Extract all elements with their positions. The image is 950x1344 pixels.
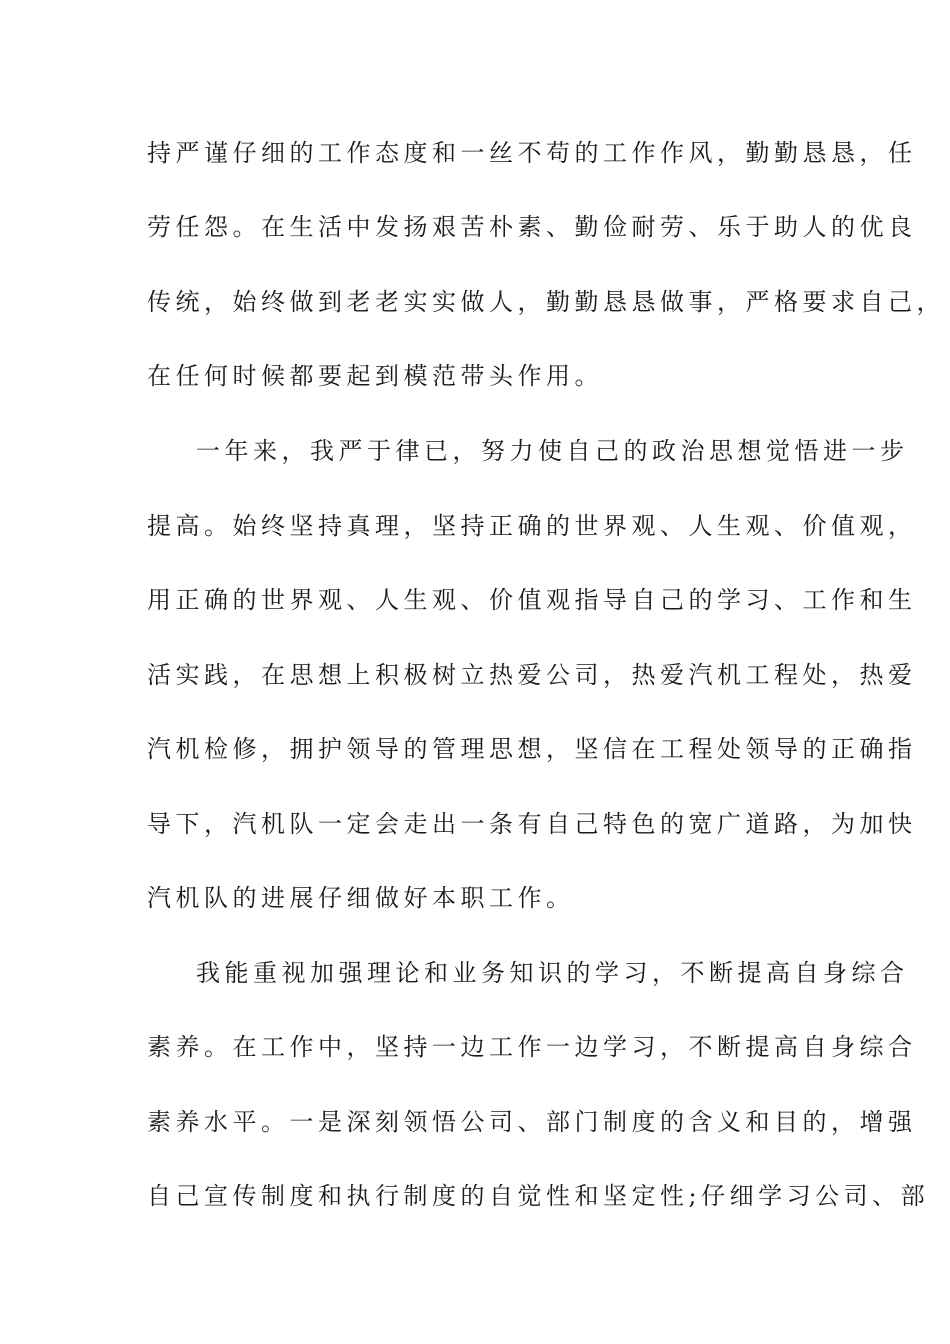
text-line: 素养水平。一是深刻领悟公司、部门制度的含义和目的，增强	[147, 1108, 917, 1136]
text-line: 持严谨仔细的工作态度和一丝不苟的工作作风，勤勤恳恳，任	[147, 139, 917, 167]
text-line: 自己宣传制度和执行制度的自觉性和坚定性;仔细学习公司、部	[147, 1182, 930, 1210]
text-line: 汽机队的进展仔细做好本职工作。	[147, 884, 575, 912]
text-line: 素养。在工作中，坚持一边工作一边学习，不断提高自身综合	[147, 1033, 917, 1061]
text-line: 传统，始终做到老老实实做人，勤勤恳恳做事，严格要求自己，	[147, 288, 945, 316]
text-line: 汽机检修，拥护领导的管理思想，坚信在工程处领导的正确指	[147, 735, 917, 763]
paragraph-first-line: 我能重视加强理论和业务知识的学习，不断提高自身综合	[196, 959, 909, 987]
paragraph-first-line: 一年来，我严于律已，努力使自己的政治思想觉悟进一步	[196, 437, 909, 465]
text-line: 在任何时候都要起到模范带头作用。	[147, 362, 603, 390]
text-line: 导下，汽机队一定会走出一条有自己特色的宽广道路，为加快	[147, 810, 917, 838]
text-line: 提高。始终坚持真理，坚持正确的世界观、人生观、价值观，	[147, 512, 917, 540]
text-line: 劳任怨。在生活中发扬艰苦朴素、勤俭耐劳、乐于助人的优良	[147, 213, 917, 241]
text-line: 用正确的世界观、人生观、价值观指导自己的学习、工作和生	[147, 586, 917, 614]
text-line: 活实践，在思想上积极树立热爱公司，热爱汽机工程处，热爱	[147, 661, 917, 689]
